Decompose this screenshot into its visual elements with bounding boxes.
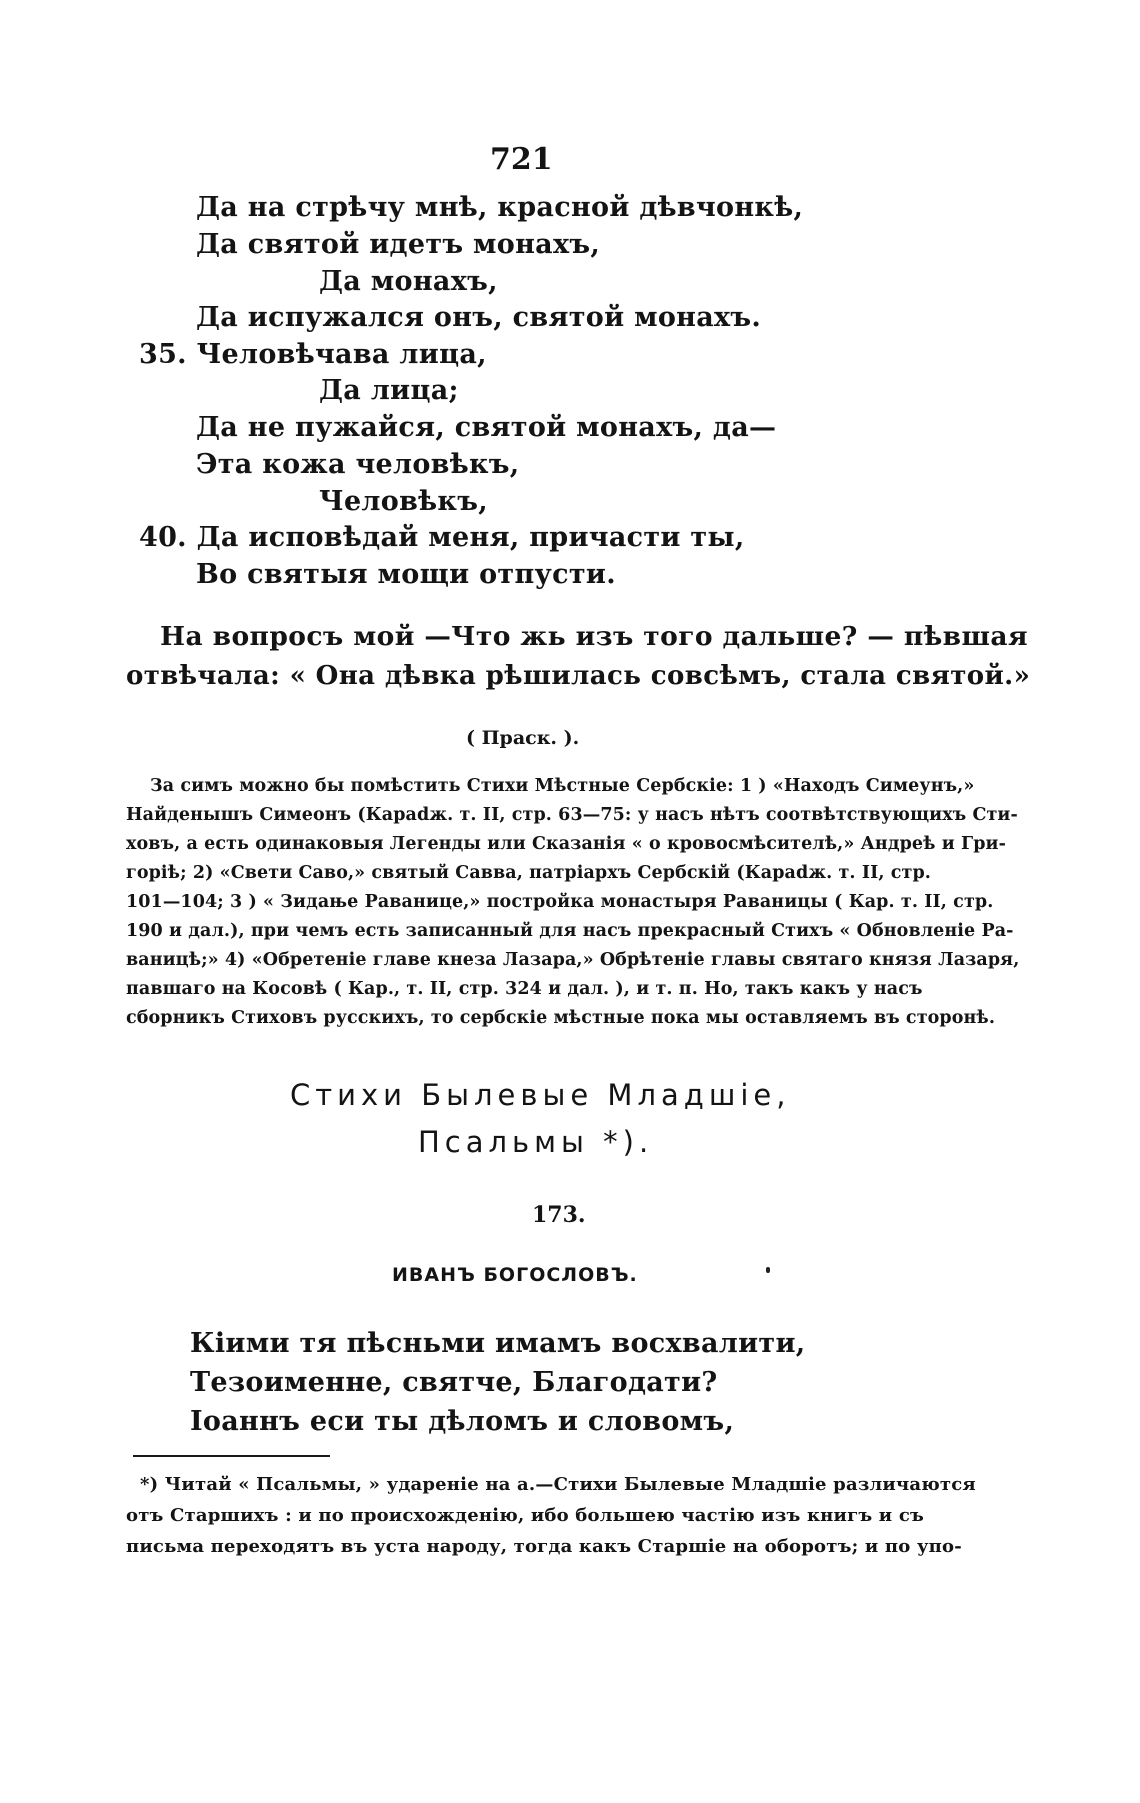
verse-line: Да монахъ, [319,266,498,297]
source-reference: ( Праск. ). [466,727,580,749]
section-subheading: Псальмы *). [418,1125,654,1159]
note-line: ваницѣ;» 4) «Обретенiе главе кнеза Лазара,» Обрѣтеніе главы святаго князя Лазаря, [126,950,1020,970]
page-number: 721 [490,142,553,177]
verse-line: Да испужался онъ, святой монахъ. [196,302,762,333]
verse-line: 35. Человѣчава лица, [139,339,487,370]
verse-line: Да не пужайся, святой монахъ, да— [196,412,777,443]
footnote-line: *) Читай « Псальмы, » удареніе на а.—Стихи Былевые Младшіе различаются [140,1474,976,1495]
verse-line: Человѣкъ, [319,486,488,517]
note-line: 101—104; 3 ) « Зидање Раванице,» постройка монастыря Раваницы ( Кар. т. II, стр. [126,892,994,912]
note-line: 190 и дал.), при чемъ есть записанный для насъ прекрасный Стихъ « Обновленіе Ра- [126,921,1014,941]
note-line: Найденышъ Симеонъ (Караdж. т. II, стр. 63—75: у насъ нѣтъ соотвѣтствующихъ Сти- [126,805,1018,825]
poem-title: ИВАНЪ БОГОСЛОВЪ. [392,1264,638,1286]
verse-line: Тезоименне, святче, Благодати? [190,1367,718,1398]
footnote-line: отъ Старшихъ : и по происхожденію, ибо большею частію изъ книгъ и съ [126,1505,924,1526]
print-speck [766,1267,770,1273]
verse-line: Во святыя мощи отпусти. [196,559,616,590]
verse-line: Да лица; [319,375,459,406]
note-line: За симъ можно бы помѣстить Стихи Мѣстные Сербскіе: 1 ) «Находъ Симеунъ,» [150,776,975,796]
note-line: ховъ, а есть одинаковыя Легенды или Сказанія « о кровосмѣсителѣ,» Андреѣ и Гри- [126,834,1007,854]
verse-line: Да на стрѣчу мнѣ, красной дѣвчонкѣ, [196,192,804,223]
commentary-line: отвѣчала: « Она дѣвка рѣшилась совсѣмъ, стала святой.» [126,660,1031,691]
verse-line: 40. Да исповѣдай меня, причасти ты, [139,522,745,553]
note-line: горіѣ; 2) «Свети Саво,» святый Савва, патріархъ Сербскій (Караdж. т. II, стр. [126,863,932,883]
section-heading: Стихи Былевые Младшіе, [290,1078,791,1112]
note-line: павшаго на Косовѣ ( Кар., т. II, стр. 324 и дал. ), и т. п. Но, такъ какъ у насъ [126,979,923,999]
footnote-rule [133,1455,330,1457]
verse-line: Да святой идетъ монахъ, [196,229,601,260]
verse-line: Эта кожа человѣкъ, [196,449,520,480]
footnote-line: письма переходятъ въ уста народу, тогда какъ Старшіе на оборотъ; и по упо- [126,1536,962,1557]
commentary-line: На вопросъ мой —Что жь изъ того дальше? — пѣвшая [160,621,1028,652]
verse-line: Іоаннъ еси ты дѣломъ и словомъ, [190,1406,735,1437]
poem-number: 173. [532,1202,586,1228]
note-line: сборникъ Стиховъ русскихъ, то сербскіе мѣстные пока мы оставляемъ въ сторонѣ. [126,1008,996,1028]
verse-line: Кіими тя пѣсньми имамъ восхвалити, [190,1328,806,1359]
